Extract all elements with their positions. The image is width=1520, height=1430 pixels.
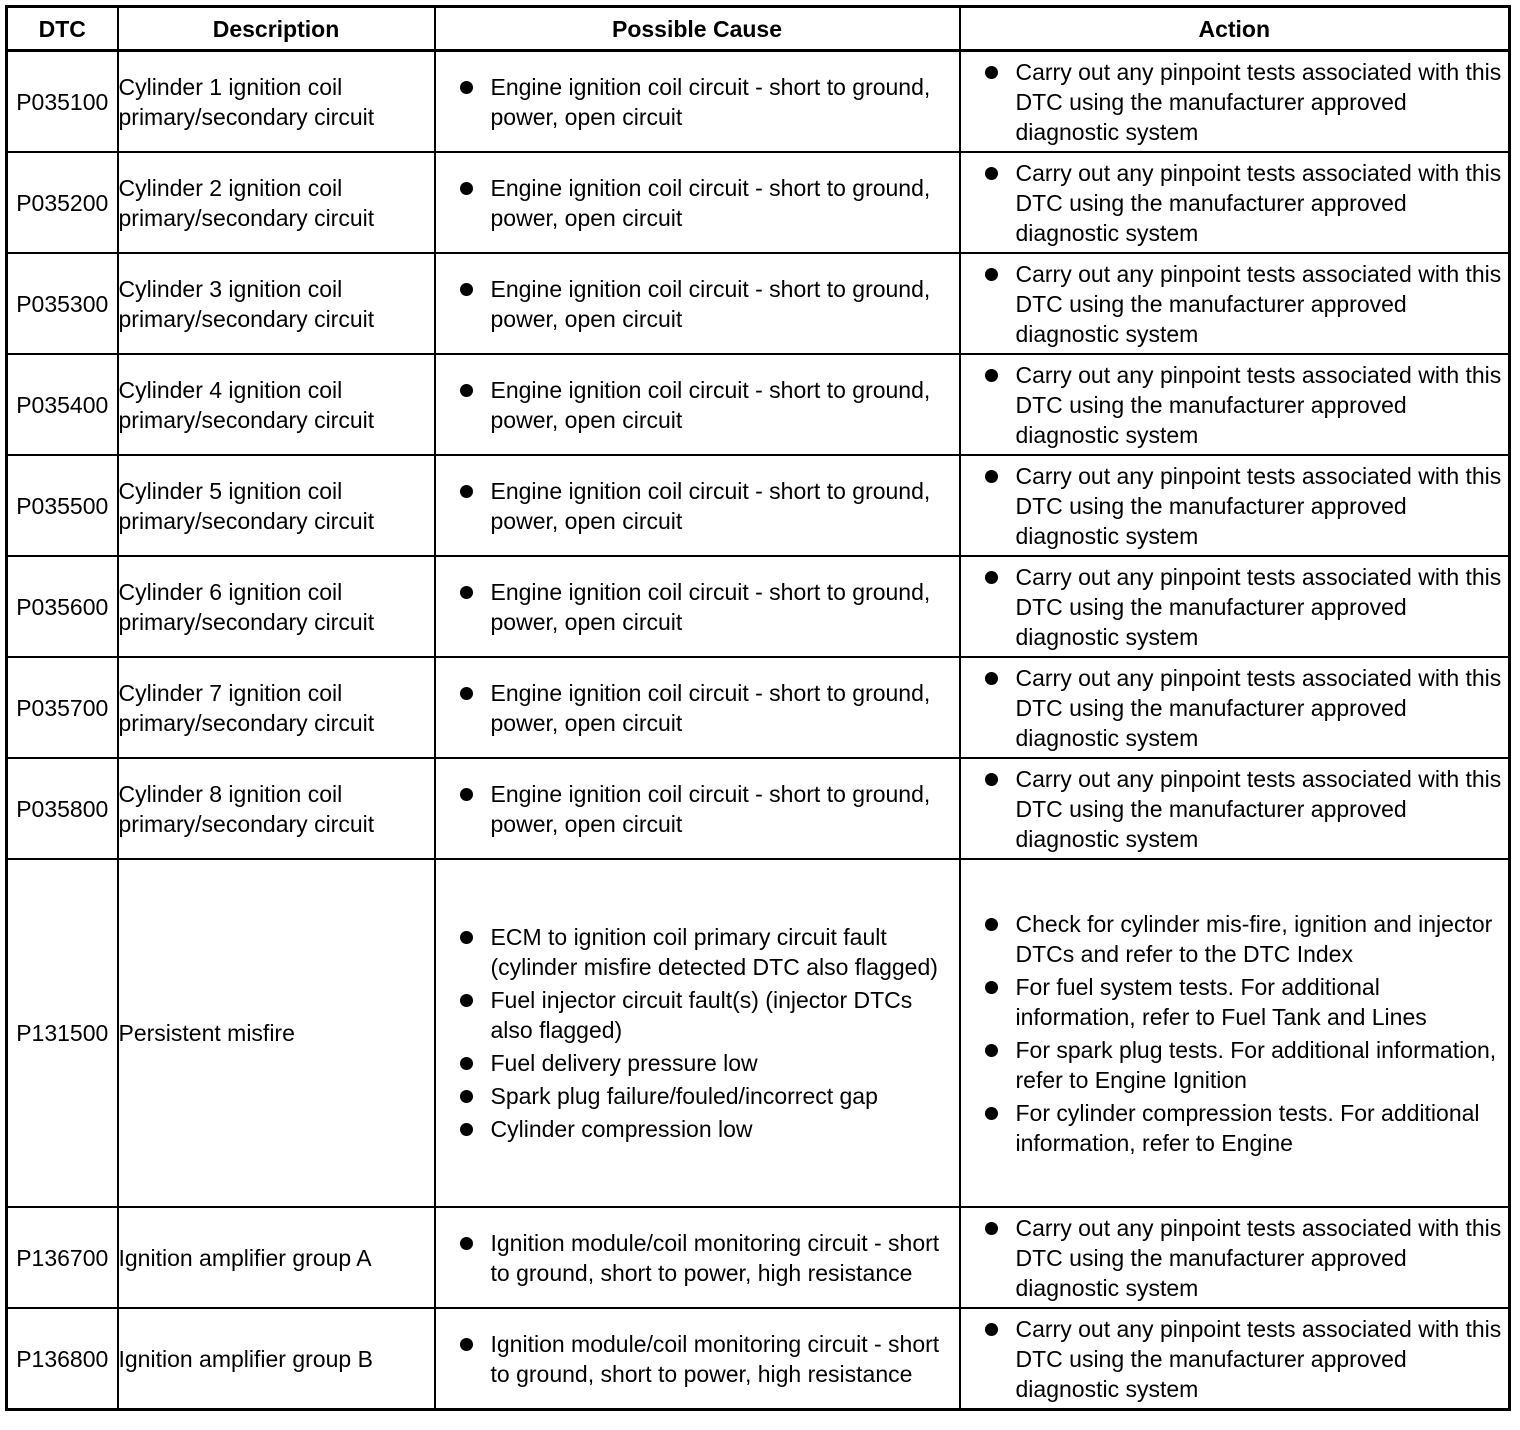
cause-item: [436, 1081, 959, 1111]
action-cell: [960, 758, 1510, 859]
action-item: [961, 57, 1509, 147]
bullet-icon: [985, 369, 998, 382]
bullet-icon: [460, 384, 473, 397]
bullet-icon: [985, 918, 998, 931]
dtc-description: Persistent misfire: [118, 859, 435, 1207]
action-cell: [960, 1207, 1510, 1308]
bullet-icon: [460, 1090, 473, 1103]
action-item-text: For fuel system tests. For additional information, refer to Fuel Tank and Lines: [1015, 973, 1427, 1030]
cause-cell: [435, 1207, 960, 1308]
cause-cell: [435, 354, 960, 455]
cause-item-text: Cylinder compression low: [490, 1116, 753, 1142]
table-row: [7, 51, 1510, 153]
action-cell: [960, 51, 1510, 153]
dtc-description: Ignition amplifier group B: [118, 1308, 435, 1410]
cause-item: [436, 985, 959, 1045]
cause-item: [436, 1114, 959, 1144]
cause-cell: [435, 455, 960, 556]
table-row: [7, 859, 1510, 1207]
cause-list: [436, 577, 959, 637]
bullet-icon: [985, 66, 998, 79]
cause-list: [436, 173, 959, 233]
bullet-icon: [460, 931, 473, 944]
action-item: [961, 663, 1509, 753]
table-row: [7, 1207, 1510, 1308]
action-list: [961, 764, 1509, 854]
action-list: [961, 360, 1509, 450]
dtc-code: P136700: [7, 1207, 118, 1308]
action-item: [961, 562, 1509, 652]
action-item-text: Carry out any pinpoint tests associated with this DTC using the manufacturer approved diagnostic system: [1015, 159, 1502, 246]
table-row: [7, 354, 1510, 455]
cause-item: [436, 678, 959, 738]
dtc-code: P035400: [7, 354, 118, 455]
action-item-text: For spark plug tests. For additional information, refer to Engine Ignition: [1015, 1036, 1497, 1093]
cause-item: [436, 72, 959, 132]
dtc-code: P035600: [7, 556, 118, 657]
table-row: [7, 556, 1510, 657]
dtc-code: P035500: [7, 455, 118, 556]
bullet-icon: [460, 1338, 473, 1351]
action-item: [961, 259, 1509, 349]
action-item: [961, 1314, 1509, 1404]
cause-list: [436, 476, 959, 536]
action-item: [961, 360, 1509, 450]
bullet-icon: [985, 470, 998, 483]
dtc-description: Cylinder 4 ignition coil primary/secondary circuit: [118, 354, 435, 455]
cause-cell: [435, 253, 960, 354]
table-row: [7, 758, 1510, 859]
dtc-code: P035700: [7, 657, 118, 758]
cause-item-text: Spark plug failure/fouled/incorrect gap: [490, 1083, 878, 1109]
cause-list: [436, 779, 959, 839]
cause-item: [436, 1228, 959, 1288]
cause-list: [436, 274, 959, 334]
cause-item: [436, 375, 959, 435]
bullet-icon: [985, 167, 998, 180]
dtc-table: [5, 5, 1511, 1411]
cause-item-text: Engine ignition coil circuit - short to ground, power, open circuit: [490, 174, 931, 231]
action-cell: [960, 556, 1510, 657]
bullet-icon: [460, 687, 473, 700]
action-cell: [960, 859, 1510, 1207]
cause-item-text: Engine ignition coil circuit - short to ground, power, open circuit: [490, 477, 931, 534]
cause-list: [436, 1228, 959, 1288]
cause-cell: [435, 51, 960, 153]
bullet-icon: [460, 994, 473, 1007]
bullet-icon: [985, 672, 998, 685]
bullet-icon: [985, 773, 998, 786]
dtc-code: P035300: [7, 253, 118, 354]
action-cell: [960, 253, 1510, 354]
cause-item: [436, 779, 959, 839]
cause-item-text: Fuel injector circuit fault(s) (injector DTCs also flagged): [490, 987, 913, 1043]
cause-item: [436, 577, 959, 637]
header-possible-cause: Possible Cause: [435, 7, 960, 51]
cause-item: [436, 173, 959, 233]
bullet-icon: [985, 1323, 998, 1336]
action-list: [961, 562, 1509, 652]
action-item-text: Carry out any pinpoint tests associated with this DTC using the manufacturer approved diagnostic system: [1015, 260, 1502, 347]
action-item: [961, 1213, 1509, 1303]
action-list: [961, 259, 1509, 349]
dtc-code: P136800: [7, 1308, 118, 1410]
action-cell: [960, 455, 1510, 556]
cause-item-text: ECM to ignition coil primary circuit fault (cylinder misfire detected DTC also flagged): [490, 924, 938, 980]
action-cell: [960, 657, 1510, 758]
dtc-code: P035200: [7, 152, 118, 253]
cause-list: [436, 922, 959, 1144]
cause-item: [436, 274, 959, 334]
dtc-description: Cylinder 1 ignition coil primary/secondary circuit: [118, 51, 435, 153]
cause-cell: [435, 657, 960, 758]
action-item-text: Carry out any pinpoint tests associated with this DTC using the manufacturer approved diagnostic system: [1015, 765, 1502, 852]
table-row: [7, 1308, 1510, 1410]
bullet-icon: [460, 586, 473, 599]
cause-cell: [435, 556, 960, 657]
action-list: [961, 1213, 1509, 1303]
dtc-description: Cylinder 8 ignition coil primary/secondary circuit: [118, 758, 435, 859]
table-row: [7, 455, 1510, 556]
bullet-icon: [985, 571, 998, 584]
cause-item: [436, 476, 959, 536]
bullet-icon: [460, 485, 473, 498]
action-item: [961, 1035, 1509, 1095]
cause-item-text: Engine ignition coil circuit - short to ground, power, open circuit: [490, 376, 931, 433]
action-item-text: For cylinder compression tests. For additional information, refer to Engine: [1015, 1099, 1480, 1156]
action-item-text: Carry out any pinpoint tests associated with this DTC using the manufacturer approved diagnostic system: [1015, 361, 1502, 448]
bullet-icon: [460, 1237, 473, 1250]
cause-list: [436, 72, 959, 132]
dtc-description: Cylinder 7 ignition coil primary/secondary circuit: [118, 657, 435, 758]
cause-item: [436, 922, 959, 982]
action-list: [961, 57, 1509, 147]
action-list: [961, 1314, 1509, 1404]
bullet-icon: [460, 81, 473, 94]
dtc-code: P035800: [7, 758, 118, 859]
table-row: [7, 657, 1510, 758]
bullet-icon: [460, 1057, 473, 1070]
action-item: [961, 158, 1509, 248]
table-body: [7, 51, 1510, 1410]
cause-item: [436, 1048, 959, 1078]
dtc-code: P035100: [7, 51, 118, 153]
cause-item-text: Ignition module/coil monitoring circuit - short to ground, short to power, high resistance: [490, 1229, 940, 1286]
cause-item-text: Fuel delivery pressure low: [490, 1050, 758, 1076]
action-item: [961, 909, 1509, 969]
action-item-text: Check for cylinder mis-fire, ignition and injector DTCs and refer to the DTC Index: [1015, 910, 1493, 967]
table-header-row: [7, 7, 1510, 51]
header-action: Action: [960, 7, 1510, 51]
action-item-text: Carry out any pinpoint tests associated with this DTC using the manufacturer approved diagnostic system: [1015, 664, 1502, 751]
bullet-icon: [985, 1107, 998, 1120]
cause-item-text: Engine ignition coil circuit - short to ground, power, open circuit: [490, 73, 931, 130]
action-item-text: Carry out any pinpoint tests associated with this DTC using the manufacturer approved diagnostic system: [1015, 58, 1502, 145]
bullet-icon: [985, 1044, 998, 1057]
action-cell: [960, 1308, 1510, 1410]
action-list: [961, 158, 1509, 248]
dtc-description: Cylinder 5 ignition coil primary/secondary circuit: [118, 455, 435, 556]
action-item: [961, 461, 1509, 551]
dtc-description: Cylinder 2 ignition coil primary/secondary circuit: [118, 152, 435, 253]
action-list: [961, 461, 1509, 551]
action-item-text: Carry out any pinpoint tests associated with this DTC using the manufacturer approved diagnostic system: [1015, 1214, 1502, 1301]
action-list: [961, 663, 1509, 753]
cause-item-text: Engine ignition coil circuit - short to ground, power, open circuit: [490, 275, 931, 332]
bullet-icon: [460, 788, 473, 801]
action-list: [961, 909, 1509, 1158]
dtc-description: Cylinder 3 ignition coil primary/secondary circuit: [118, 253, 435, 354]
bullet-icon: [985, 981, 998, 994]
cause-item: [436, 1329, 959, 1389]
cause-item-text: Ignition module/coil monitoring circuit - short to ground, short to power, high resistance: [490, 1330, 940, 1387]
action-item: [961, 764, 1509, 854]
cause-list: [436, 1329, 959, 1389]
bullet-icon: [460, 283, 473, 296]
table-row: [7, 152, 1510, 253]
action-item-text: Carry out any pinpoint tests associated with this DTC using the manufacturer approved diagnostic system: [1015, 1315, 1502, 1402]
bullet-icon: [460, 182, 473, 195]
bullet-icon: [985, 268, 998, 281]
dtc-description: Ignition amplifier group A: [118, 1207, 435, 1308]
cause-cell: [435, 1308, 960, 1410]
cause-list: [436, 375, 959, 435]
cause-cell: [435, 758, 960, 859]
action-item-text: Carry out any pinpoint tests associated with this DTC using the manufacturer approved diagnostic system: [1015, 563, 1502, 650]
header-dtc: DTC: [7, 7, 118, 51]
dtc-description: Cylinder 6 ignition coil primary/secondary circuit: [118, 556, 435, 657]
cause-item-text: Engine ignition coil circuit - short to ground, power, open circuit: [490, 578, 931, 635]
action-item: [961, 1098, 1509, 1158]
cause-cell: [435, 152, 960, 253]
cause-list: [436, 678, 959, 738]
cause-item-text: Engine ignition coil circuit - short to ground, power, open circuit: [490, 679, 931, 736]
cause-cell: [435, 859, 960, 1207]
header-description: Description: [118, 7, 435, 51]
bullet-icon: [985, 1222, 998, 1235]
dtc-code: P131500: [7, 859, 118, 1207]
bullet-icon: [460, 1123, 473, 1136]
table-row: [7, 253, 1510, 354]
action-cell: [960, 354, 1510, 455]
action-cell: [960, 152, 1510, 253]
action-item: [961, 972, 1509, 1032]
action-item-text: Carry out any pinpoint tests associated with this DTC using the manufacturer approved diagnostic system: [1015, 462, 1502, 549]
cause-item-text: Engine ignition coil circuit - short to ground, power, open circuit: [490, 780, 931, 837]
